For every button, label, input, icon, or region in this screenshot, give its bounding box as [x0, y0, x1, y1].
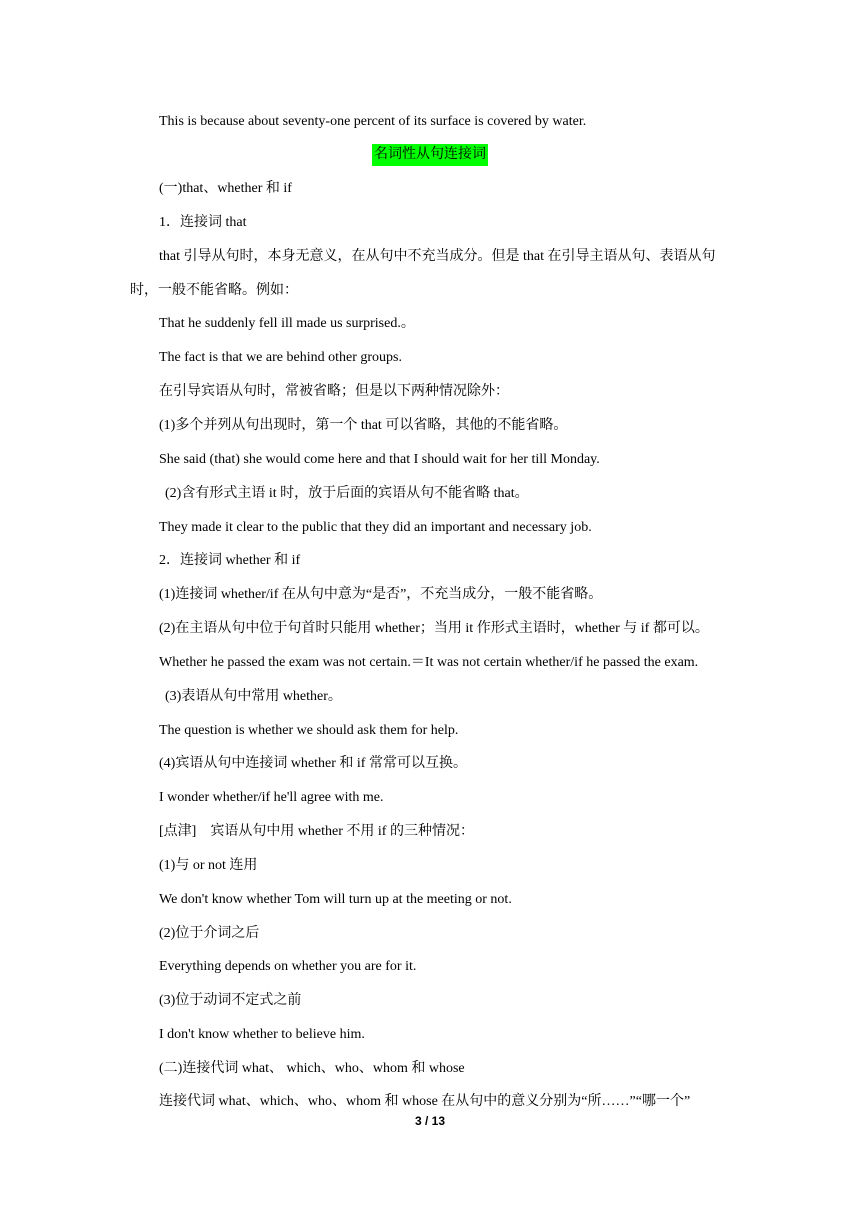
rule-item: (1)连接词 whether/if 在从句中意为“是否”，不充当成分，一般不能省略。 [159, 587, 603, 602]
item-title: 1．连接词 that [159, 215, 247, 230]
example-sentence: We don't know whether Tom will turn up at the meeting or not. [159, 892, 512, 907]
rule-item: (2)在主语从句中位于句首时只能用 whether；当用 it 作形式主语时，whether 与 if 都可以。 [159, 621, 709, 636]
example-sentence: They made it clear to the public that they did an important and necessary job. [159, 520, 592, 535]
rule-item: (2)含有形式主语 it 时，放于后面的宾语从句不能省略 that。 [165, 486, 529, 501]
rule-item: (2)位于介词之后 [159, 926, 260, 941]
example-sentence: I wonder whether/if he'll agree with me. [159, 790, 384, 805]
rule-item: (3)位于动词不定式之前 [159, 993, 302, 1008]
paragraph-line: This is because about seventy-one percent of its surface is covered by water. [159, 114, 587, 129]
item-title: 2．连接词 whether 和 if [159, 553, 301, 568]
rule-item: (1)多个并列从句出现时，第一个 that 可以省略，其他的不能省略。 [159, 418, 568, 433]
rule-item: (3)表语从句中常用 whether。 [165, 689, 342, 704]
paragraph-line: 连接代词 what、which、who、whom 和 whose 在从句中的意义分别为“所……”“哪一个” [159, 1094, 691, 1109]
example-sentence: The question is whether we should ask them for help. [159, 723, 459, 738]
tip-line: [点津] 宾语从句中用 whether 不用 if 的三种情况： [159, 824, 474, 839]
paragraph-line: 时，一般不能省略。例如： [130, 283, 298, 298]
example-sentence: Whether he passed the exam was not certain.＝It was not certain whether/if he passed the exam. [159, 655, 699, 670]
subsection-title: (一)that、whether 和 if [159, 181, 292, 196]
subsection-title: (二)连接代词 what、 which、who、whom 和 whose [159, 1061, 465, 1076]
paragraph-line: that 引导从句时，本身无意义，在从句中不充当成分。但是 that 在引导主语从句、表语从句 [159, 249, 716, 264]
section-heading: 名词性从句连接词 [372, 144, 488, 166]
example-sentence: That he suddenly fell ill made us surprised.。 [159, 316, 415, 331]
example-sentence: She said (that) she would come here and that I should wait for her till Monday. [159, 452, 600, 467]
page-number: 3 / 13 [414, 1114, 446, 1128]
example-sentence: Everything depends on whether you are for it. [159, 959, 417, 974]
rule-item: (1)与 or not 连用 [159, 858, 258, 873]
paragraph-line: 在引导宾语从句时，常被省略；但是以下两种情况除外： [159, 384, 509, 399]
section-heading-wrap [0, 144, 860, 166]
example-sentence: The fact is that we are behind other groups. [159, 350, 402, 365]
example-sentence: I don't know whether to believe him. [159, 1027, 365, 1042]
rule-item: (4)宾语从句中连接词 whether 和 if 常常可以互换。 [159, 756, 467, 771]
